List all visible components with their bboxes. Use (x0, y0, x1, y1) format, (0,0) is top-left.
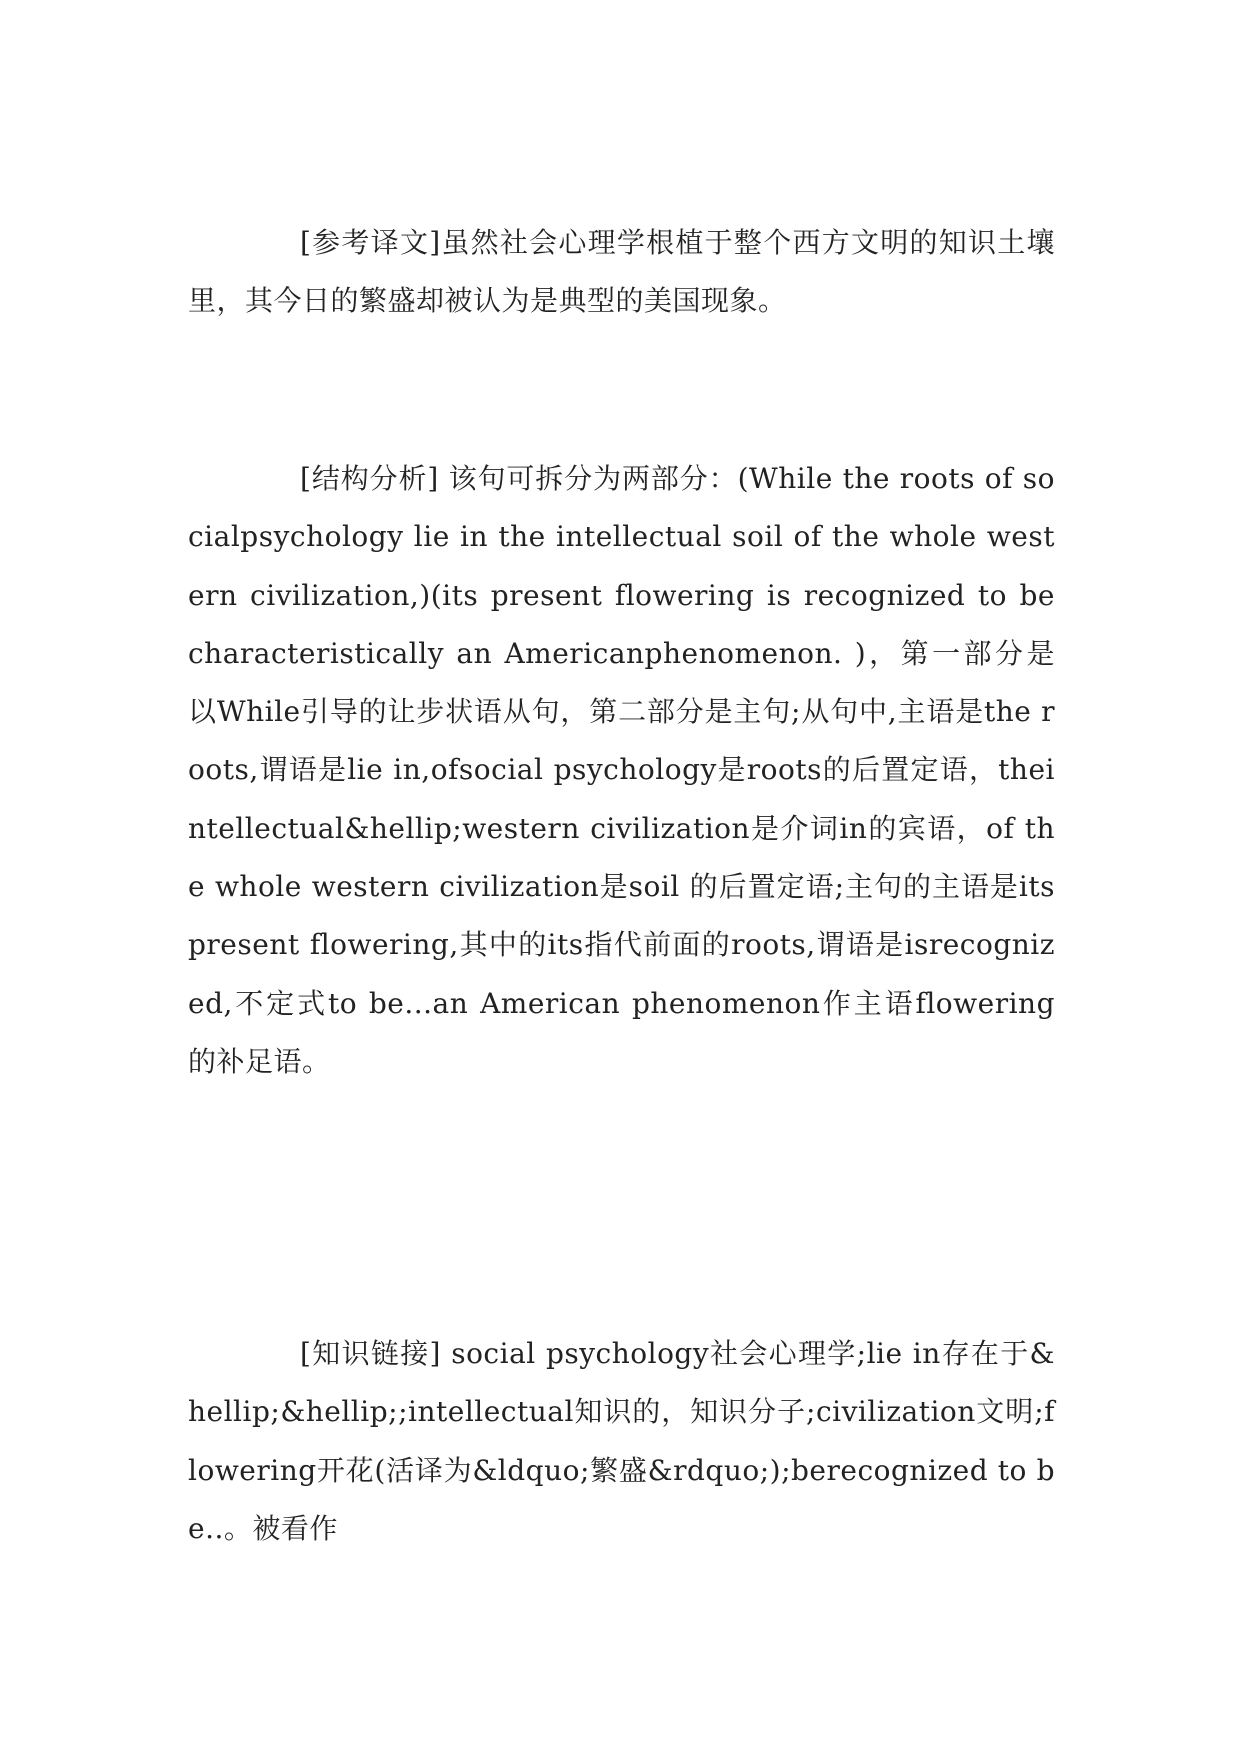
translation-paragraph: [参考译文]虽然社会心理学根植于整个西方文明的知识土壤里，其今日的繁盛却被认为是典型的美国现象。 (188, 226, 1055, 318)
knowledge-link-paragraph: [知识链接] social psychology社会心理学;lie in存在于&hellip;&hellip;;intellectual知识的，知识分子;civilization文明;flowering开花(活译为&ldquo;繁盛&rdquo;);berecognized to be..。被看作 (188, 1337, 1055, 1545)
structure-analysis-paragraph: [结构分析] 该句可拆分为两部分：(While the roots of socialpsychology lie in the intellectual soil of the whole western civilization,)(its present flowering is recognized to be characteristically an Americanphenomenon. )，第一部分是以While引导的让步状语从句，第二部分是主句;从句中,主语是the roots,谓语是lie in,ofsocial psychology是roots的后置定语，theintellectual&hellip;western civilization是介词in的宾语，of the whole western civilization是soil 的后置定语;主句的主语是its present flowering,其中的its指代前面的roots,谓语是isrecognized,不定式to be...an American phenomenon作主语flowering的补足语。 (188, 462, 1055, 1078)
